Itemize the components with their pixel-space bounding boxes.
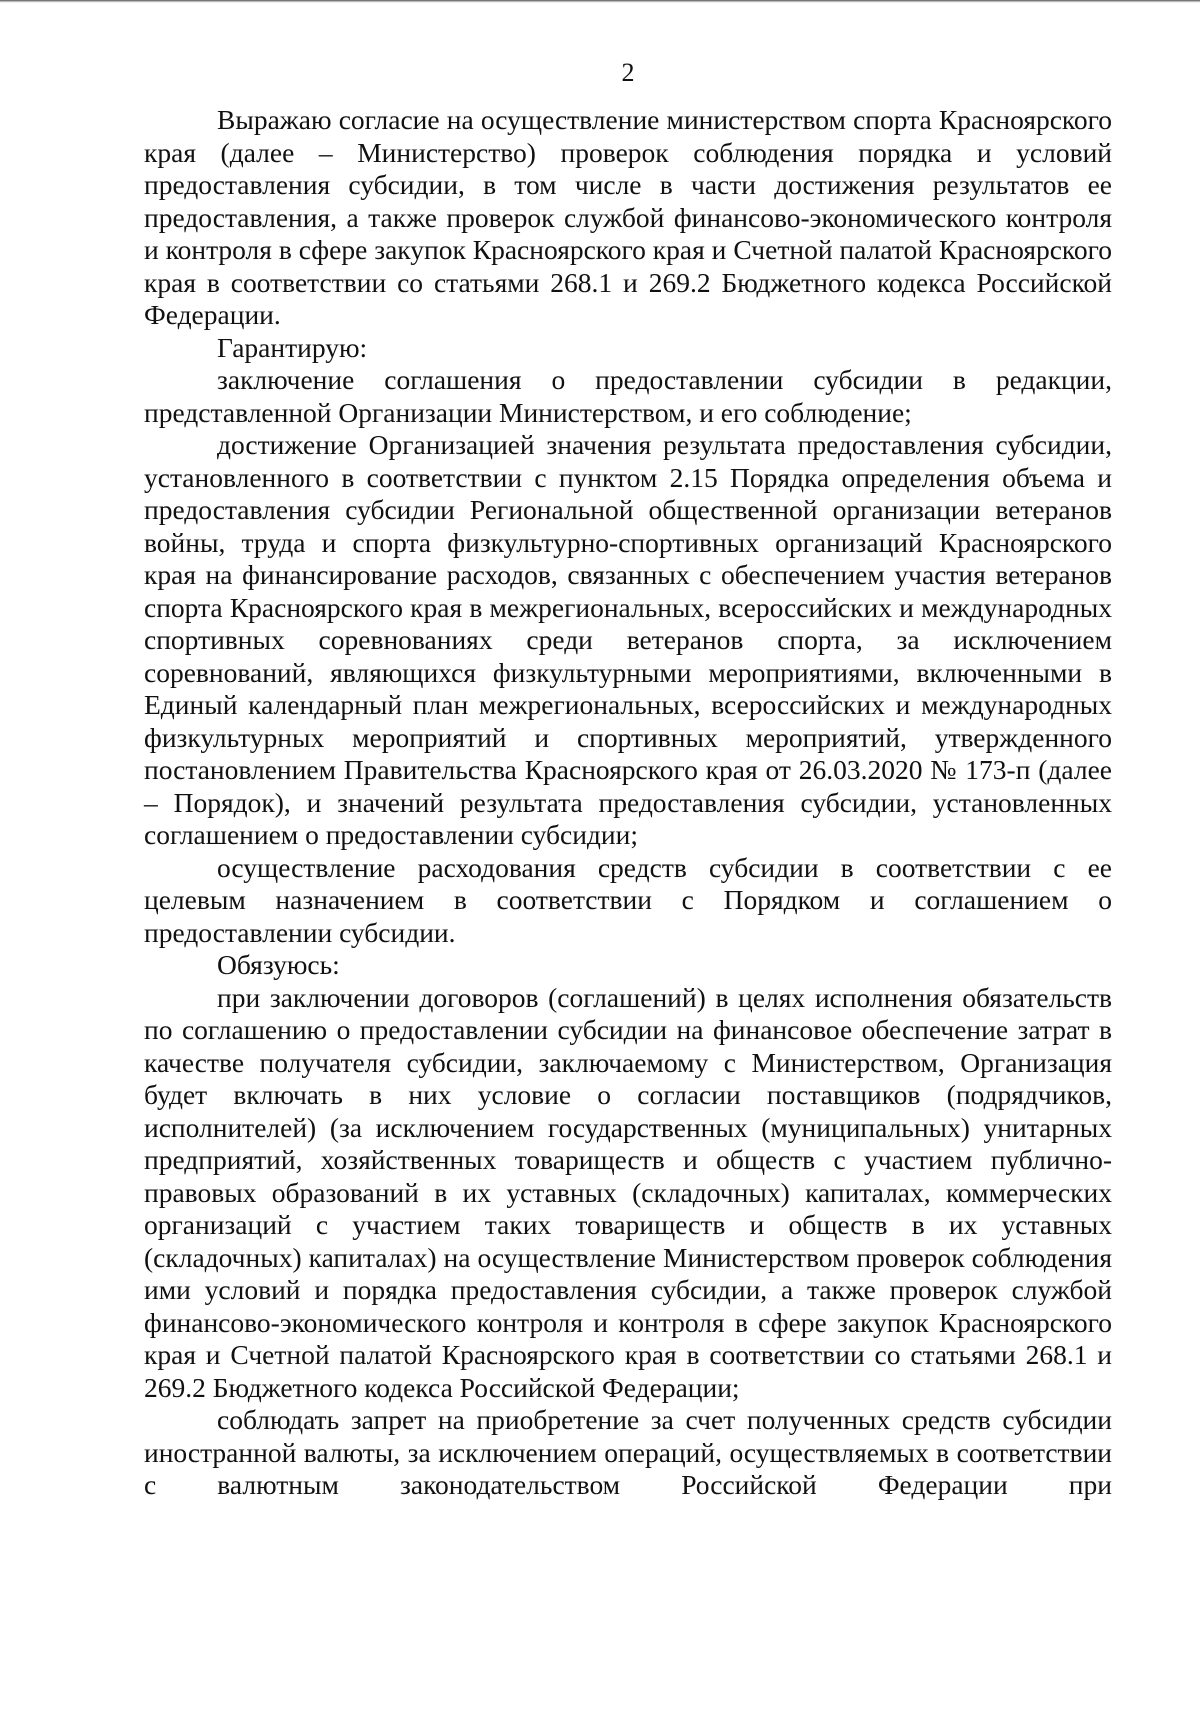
document-page xyxy=(144,58,1112,1502)
paragraph-guarantee-heading: Гарантирую: xyxy=(217,331,368,363)
paragraph-obligation-heading: Обязуюсь: xyxy=(217,949,340,980)
paragraph-currency-ban: соблюдать запрет на приобретение за счет полученных средств субсидии иностранной валюты, за исключением операций, осуществляемых в соответствии с валютным законодательством Российской Федерации при xyxy=(144,1404,1112,1500)
paragraph-agreement-conclusion: заключение соглашения о предоставлении субсидии в редакции, представленной Организации Министерством, и его соблюдение; xyxy=(144,364,1112,428)
paragraph-result-achievement: достижение Организацией значения результата предоставления субсидии, установленного в соответствии с пунктом 2.15 Порядка определения объема и предоставления субсидии Региональной общественной организации ветеранов войны, труда и спорта физкультурно-спортивных организаций Красноярского края на финансирование расходов, связанных с обеспечением участия ветеранов спорта Красноярского края в межрегиональных, всероссийских и международных спортивных соревнованиях среди ветеранов спорта, за исключением соревнований, являющихся физкультурными мероприятиями, включенными в Единый календарный план межрегиональных, всероссийских и международных физкультурных мероприятий и спортивных мероприятий, утвержденного постановлением Правительства Красноярского края от 26.03.2020 № 173-п (далее – Порядок), и значений результата предоставления субсидии, установленных соглашением о предоставлении субсидии; xyxy=(144,429,1112,850)
scan-top-edge xyxy=(0,0,1200,3)
paragraph-consent: Выражаю согласие на осуществление министерством спорта Красноярского края (далее – Министерство) проверок соблюдения порядка и условий предоставления субсидии, в том числе в части достижения результатов ее предоставления, а также проверок службой финансово-экономического контроля и контроля в сфере закупок Красноярского края и Счетной палатой Красноярского края в соответствии со статьями 268.1 и 269.2 Бюджетного кодекса Российской Федерации. xyxy=(144,104,1112,330)
paragraph-contracts-condition: при заключении договоров (соглашений) в целях исполнения обязательств по соглашению о предоставлении субсидии на финансовое обеспечение затрат в качестве получателя субсидии, заключаемому с Министерством, Организация будет включать в них условие о согласии поставщиков (подрядчиков, исполнителей) (за исключением государственных (муниципальных) унитарных предприятий, хозяйственных товариществ и обществ с участием публично-правовых образований в их уставных (складочных) капиталах, коммерческих организаций с участием таких товариществ и обществ в их уставных (складочных) капиталах) на осуществление Министерством проверок соблюдения ими условий и порядка предоставления субсидии, а также проверок службой финансово-экономического контроля и контроля в сфере закупок Красноярского края и Счетной палатой Красноярского края в соответствии со статьями 268.1 и 269.2 Бюджетного кодекса Российской Федерации; xyxy=(144,981,1112,1403)
paragraph-spending: осуществление расходования средств субсидии в соответствии с ее целевым назначением в соответствии с Порядком и соглашением о предоставлении субсидии. xyxy=(144,851,1112,948)
page-number: 2 xyxy=(621,58,635,87)
